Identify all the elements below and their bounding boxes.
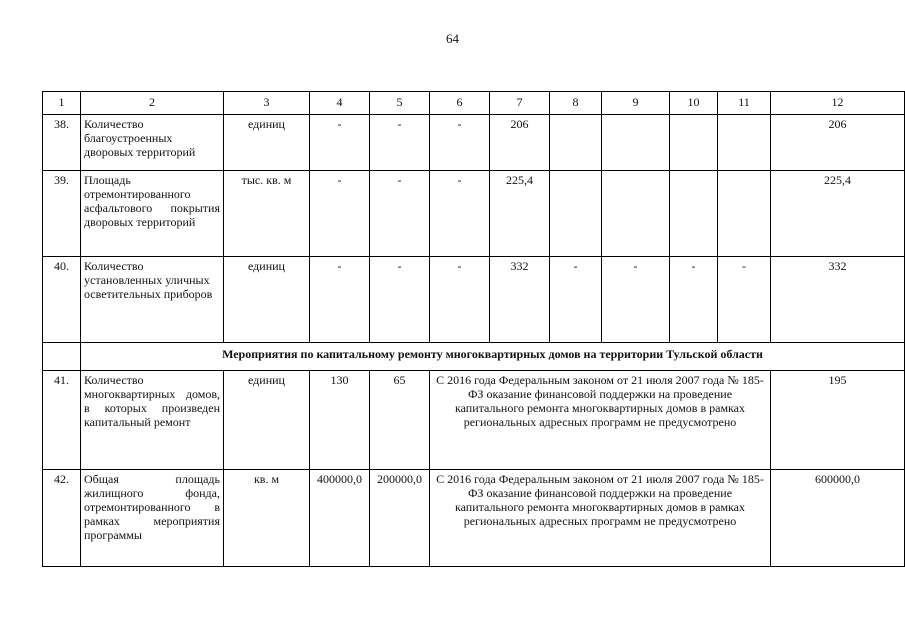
value-cell: 225,4 <box>490 171 550 257</box>
column-number-row <box>43 92 905 115</box>
indicator-name: Площадь отремонтированного асфальтового покрытия дворовых территорий <box>81 171 224 257</box>
header-cell: 8 <box>550 92 602 115</box>
header-cell: 6 <box>430 92 490 115</box>
law-note: С 2016 года Федеральным законом от 21 июля 2007 года № 185-ФЗ оказание финансовой поддержки на проведение капитального ремонта многоквартирных домов в рамках региональных адресных программ не предусмотрено <box>430 371 771 470</box>
value-cell: 200000,0 <box>370 470 430 567</box>
unit-cell: кв. м <box>224 470 310 567</box>
row-number: 42. <box>43 470 81 567</box>
total-cell: 206 <box>771 115 905 171</box>
row-number: 41. <box>43 371 81 470</box>
indicator-name: Количество установленных уличных осветительных приборов <box>81 257 224 343</box>
header-cell: 9 <box>602 92 670 115</box>
table-row <box>43 171 905 257</box>
header-cell: 11 <box>718 92 771 115</box>
row-number: 39. <box>43 171 81 257</box>
unit-cell: тыс. кв. м <box>224 171 310 257</box>
indicator-name: Общая площадь жилищного фонда, отремонтированного в рамках мероприятия программы <box>81 470 224 567</box>
value-cell: - <box>550 257 602 343</box>
total-cell: 195 <box>771 371 905 470</box>
value-cell: - <box>602 257 670 343</box>
value-cell: 332 <box>490 257 550 343</box>
law-note: С 2016 года Федеральным законом от 21 июля 2007 года № 185-ФЗ оказание финансовой поддержки на проведение капитального ремонта многоквартирных домов в рамках региональных адресных программ не предусмотрено <box>430 470 771 567</box>
value-cell: - <box>718 257 771 343</box>
table-row <box>43 115 905 171</box>
total-cell: 225,4 <box>771 171 905 257</box>
value-cell: - <box>430 257 490 343</box>
page-number: 64 <box>446 31 459 46</box>
header-cell: 7 <box>490 92 550 115</box>
value-cell: - <box>310 171 370 257</box>
header-cell: 3 <box>224 92 310 115</box>
value-cell: 206 <box>490 115 550 171</box>
value-cell <box>718 115 771 171</box>
value-cell: - <box>370 115 430 171</box>
value-cell <box>550 171 602 257</box>
value-cell: 65 <box>370 371 430 470</box>
indicator-name: Количество многоквартирных домов, в которых произведен капитальный ремонт <box>81 371 224 470</box>
value-cell: - <box>370 171 430 257</box>
value-cell: - <box>430 115 490 171</box>
section-spacer <box>43 343 81 371</box>
value-cell <box>602 171 670 257</box>
value-cell: - <box>310 115 370 171</box>
section-row <box>43 343 905 371</box>
row-number: 38. <box>43 115 81 171</box>
header-cell: 5 <box>370 92 430 115</box>
value-cell <box>718 171 771 257</box>
header-cell: 4 <box>310 92 370 115</box>
table-row <box>43 470 905 567</box>
value-cell: - <box>430 171 490 257</box>
value-cell <box>670 115 718 171</box>
unit-cell: единиц <box>224 371 310 470</box>
section-title: Мероприятия по капитальному ремонту многоквартирных домов на территории Тульской области <box>81 343 905 371</box>
value-cell: - <box>670 257 718 343</box>
header-cell: 12 <box>771 92 905 115</box>
indicator-name: Количество благоустроенных дворовых территорий <box>81 115 224 171</box>
header-cell: 1 <box>43 92 81 115</box>
row-number: 40. <box>43 257 81 343</box>
total-cell: 600000,0 <box>771 470 905 567</box>
value-cell <box>602 115 670 171</box>
table-row <box>43 371 905 470</box>
value-cell: 130 <box>310 371 370 470</box>
unit-cell: единиц <box>224 257 310 343</box>
value-cell <box>670 171 718 257</box>
value-cell: - <box>370 257 430 343</box>
value-cell: - <box>310 257 370 343</box>
header-cell: 2 <box>81 92 224 115</box>
header-cell: 10 <box>670 92 718 115</box>
value-cell <box>550 115 602 171</box>
indicators-table <box>42 91 905 567</box>
total-cell: 332 <box>771 257 905 343</box>
table-row <box>43 257 905 343</box>
value-cell: 400000,0 <box>310 470 370 567</box>
unit-cell: единиц <box>224 115 310 171</box>
